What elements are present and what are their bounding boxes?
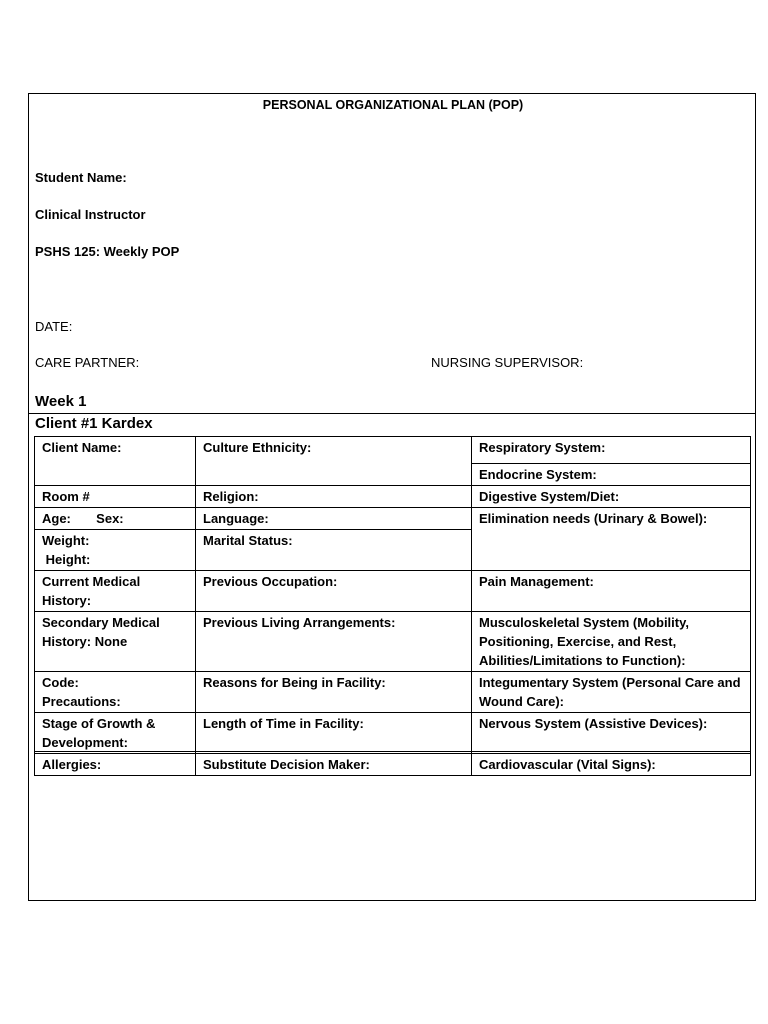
secondary-medical-cell [35, 612, 196, 672]
code-cell [35, 672, 196, 713]
musculoskeletal-label: Musculoskeletal System (Mobility, [479, 615, 689, 630]
previous-living-label: Previous Living Arrangements: [203, 615, 396, 630]
week-heading: Week 1 [35, 393, 87, 410]
religion-cell [196, 486, 472, 508]
care-partner-label: CARE PARTNER: [35, 355, 140, 370]
allergies-label: Allergies: [42, 757, 102, 772]
musculoskeletal-label-3: Abilities/Limitations to Function): [479, 653, 686, 668]
culture-ethnicity-cell [196, 437, 472, 486]
pain-management-label: Pain Management: [479, 574, 594, 589]
weight-label: Weight: [42, 533, 90, 548]
culture-ethnicity-label: Culture Ethnicity: [203, 440, 312, 455]
secondary-medical-label-2: History: None [42, 634, 128, 649]
language-cell [196, 508, 472, 530]
weight-height-cell [35, 530, 196, 571]
integumentary-label: Integumentary System (Personal Care and [479, 675, 741, 690]
current-medical-label-2: History: [42, 593, 92, 608]
endocrine-label: Endocrine System: [479, 467, 597, 482]
nervous-label: Nervous System (Assistive Devices): [479, 716, 708, 731]
current-medical-cell [35, 571, 196, 612]
cardiovascular-label: Cardiovascular (Vital Signs): [479, 757, 656, 772]
stage-label: Stage of Growth & [42, 716, 156, 731]
marital-status-label: Marital Status: [203, 533, 293, 548]
digestive-cell [472, 486, 751, 508]
elimination-cell [472, 508, 751, 571]
substitute-label: Substitute Decision Maker: [203, 757, 370, 772]
previous-occupation-cell [196, 571, 472, 612]
previous-living-cell [196, 612, 472, 672]
religion-label: Religion: [203, 489, 259, 504]
pain-management-cell [472, 571, 751, 612]
current-medical-label: Current Medical [42, 574, 141, 589]
room-cell [35, 486, 196, 508]
reasons-cell [196, 672, 472, 713]
precautions-label: Precautions: [42, 694, 121, 709]
height-label: Height: [42, 552, 91, 567]
length-of-time-cell [196, 713, 472, 754]
reasons-label: Reasons for Being in Facility: [203, 675, 386, 690]
table-row [35, 612, 751, 672]
date-label: DATE: [35, 319, 73, 334]
nervous-cell [472, 713, 751, 754]
table-row [35, 486, 751, 508]
client-name-label: Client Name: [42, 440, 122, 455]
age-sex-cell [35, 508, 196, 530]
integumentary-label-2: Wound Care): [479, 694, 564, 709]
client-name-cell [35, 437, 196, 486]
length-of-time-label: Length of Time in Facility: [203, 716, 364, 731]
table-row [35, 672, 751, 713]
musculoskeletal-label-2: Positioning, Exercise, and Rest, [479, 634, 677, 649]
clinical-instructor-label: Clinical Instructor [35, 207, 146, 222]
language-label: Language: [203, 511, 269, 526]
kardex-table [34, 436, 751, 776]
elimination-label: Elimination needs (Urinary & Bowel): [479, 511, 708, 526]
table-row [35, 437, 751, 464]
cardiovascular-cell [472, 754, 751, 776]
integumentary-cell [472, 672, 751, 713]
allergies-cell [35, 754, 196, 776]
student-name-label: Student Name: [35, 170, 127, 185]
table-row [35, 713, 751, 754]
previous-occupation-label: Previous Occupation: [203, 574, 338, 589]
table-row [35, 571, 751, 612]
stage-label-2: Development: [42, 735, 128, 750]
table-row [35, 508, 751, 530]
digestive-label: Digestive System/Diet: [479, 489, 620, 504]
code-label: Code: [42, 675, 79, 690]
form-title: PERSONAL ORGANIZATIONAL PLAN (POP) [262, 98, 524, 112]
course-label: PSHS 125: Weekly POP [35, 244, 180, 259]
stage-cell [35, 713, 196, 754]
divider [29, 413, 755, 414]
divider [34, 751, 750, 752]
substitute-cell [196, 754, 472, 776]
secondary-medical-label: Secondary Medical [42, 615, 160, 630]
marital-status-cell [196, 530, 472, 571]
age-sex-label: Age: Sex: [42, 511, 124, 526]
table-row [35, 754, 751, 776]
endocrine-cell [472, 464, 751, 486]
nursing-supervisor-label: NURSING SUPERVISOR: [431, 355, 584, 370]
kardex-heading: Client #1 Kardex [35, 415, 153, 432]
respiratory-label: Respiratory System: [479, 440, 606, 455]
room-label: Room # [42, 489, 90, 504]
pop-form-frame [28, 93, 756, 901]
respiratory-cell [472, 437, 751, 464]
musculoskeletal-cell [472, 612, 751, 672]
